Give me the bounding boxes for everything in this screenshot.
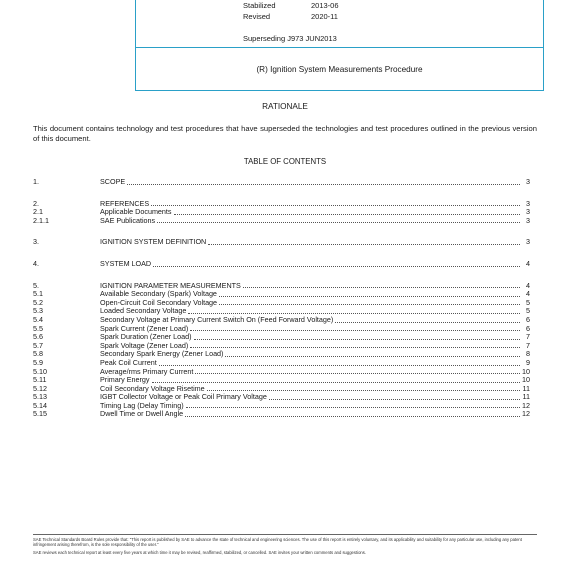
toc-entry-page: 10 bbox=[522, 366, 530, 376]
stabilized-label: Stabilized bbox=[243, 1, 276, 10]
toc-leader bbox=[335, 322, 520, 323]
toc-entry-page: 3 bbox=[526, 215, 530, 225]
rationale-heading: RATIONALE bbox=[262, 102, 308, 111]
toc-leader bbox=[225, 356, 520, 357]
toc-leader bbox=[174, 214, 520, 215]
toc-entry-page: 7 bbox=[526, 340, 530, 350]
toc-entry-page: 3 bbox=[526, 198, 530, 208]
toc-entry-title: REFERENCES bbox=[100, 198, 150, 208]
toc-entry-page: 12 bbox=[522, 400, 530, 410]
toc-leader bbox=[159, 365, 520, 366]
toc-entry[interactable] bbox=[33, 410, 530, 419]
toc-entry-number: 5.9 bbox=[33, 357, 43, 367]
toc-entry-title: IGNITION PARAMETER MEASUREMENTS bbox=[100, 280, 241, 290]
toc-entry-page: 4 bbox=[526, 258, 530, 268]
toc-leader bbox=[186, 407, 520, 408]
toc-entry-title: Open-Circuit Coil Secondary Voltage bbox=[100, 297, 218, 307]
toc-entry-number: 5.6 bbox=[33, 332, 43, 342]
toc-entry-number: 5.13 bbox=[33, 392, 47, 402]
toc-heading: TABLE OF CONTENTS bbox=[243, 157, 327, 166]
toc-entry-number: 1. bbox=[33, 177, 39, 186]
toc-entry-number: 5.5 bbox=[33, 323, 43, 333]
toc-entry-number: 5.4 bbox=[33, 314, 43, 324]
toc-entry-title: Loaded Secondary Voltage bbox=[100, 306, 187, 316]
stabilized-row bbox=[243, 0, 339, 11]
revised-date: 2020-11 bbox=[311, 12, 338, 21]
toc-entry-title: Timing Lag (Delay Timing) bbox=[100, 400, 184, 410]
toc-entry-number: 5. bbox=[33, 280, 39, 290]
toc-entry-page: 5 bbox=[526, 306, 530, 316]
footer-rules-text: SAE Technical Standards Board Rules provide that: "This report is published by SAE to advance the state of technical and engineering sciences. The use of this report is entirely voluntary, and its applicability and suitability for any particular use, including any patent infringement arising therefrom, is the sole responsibility of the user." bbox=[33, 537, 522, 548]
toc-leader bbox=[195, 373, 520, 374]
toc-entry-number: 5.10 bbox=[33, 366, 47, 376]
toc-entry-title: Spark Voltage (Zener Load) bbox=[100, 340, 189, 350]
toc-entry-title: Spark Current (Zener Load) bbox=[100, 323, 189, 333]
toc-entry-title: Spark Duration (Zener Load) bbox=[100, 332, 192, 342]
toc-entry-number: 5.7 bbox=[33, 340, 43, 350]
footer-review-text: SAE reviews each technical report at least every five years at which time it may be revised, reaffirmed, stabilized, or cancelled. SAE invites your written comments and suggestions. bbox=[33, 549, 366, 555]
toc-entry-number: 5.2 bbox=[33, 297, 43, 307]
toc-entry-page: 3 bbox=[526, 237, 530, 247]
toc-entry-page: 3 bbox=[526, 177, 530, 186]
stabilized-date: 2013-06 bbox=[311, 1, 339, 10]
toc-entry-title: Secondary Spark Energy (Zener Load) bbox=[100, 349, 224, 359]
toc-leader bbox=[188, 313, 520, 314]
toc-entry[interactable] bbox=[33, 178, 530, 187]
footer-divider bbox=[33, 534, 537, 535]
toc-leader bbox=[243, 287, 520, 288]
toc-entry-page: 9 bbox=[526, 357, 530, 367]
revised-label: Revised bbox=[243, 12, 271, 21]
toc-entry-page: 11 bbox=[522, 383, 530, 393]
toc-entry-title: SYSTEM LOAD bbox=[100, 258, 152, 268]
toc-leader bbox=[190, 347, 520, 348]
toc-entry-title: Peak Coil Current bbox=[100, 357, 157, 367]
toc-leader bbox=[153, 266, 520, 267]
toc-entry-title: Applicable Documents bbox=[100, 207, 172, 217]
toc-entry-title: Average/rms Primary Current bbox=[100, 366, 194, 376]
toc-entry-number: 5.1 bbox=[33, 289, 43, 299]
toc-leader bbox=[207, 390, 520, 391]
toc-entry[interactable] bbox=[33, 217, 530, 226]
document-title: (R) Ignition System Measurements Procedure bbox=[256, 64, 423, 74]
toc-entry-number: 5.11 bbox=[33, 375, 47, 385]
toc-entry-number: 4. bbox=[33, 258, 39, 268]
toc-leader bbox=[151, 205, 520, 206]
toc-entry-title: IGNITION SYSTEM DEFINITION bbox=[100, 237, 207, 247]
toc-entry-title: SCOPE bbox=[100, 177, 126, 186]
toc-entry-title: Available Secondary (Spark) Voltage bbox=[100, 289, 217, 299]
toc-leader bbox=[194, 339, 521, 340]
toc-leader bbox=[269, 399, 520, 400]
toc-leader bbox=[219, 296, 520, 297]
toc-entry-title: Secondary Voltage at Primary Current Switch On (Feed Forward Voltage) bbox=[100, 314, 334, 324]
toc-entry-page: 6 bbox=[526, 323, 530, 333]
toc-leader bbox=[127, 184, 520, 185]
toc-entry-number: 5.15 bbox=[33, 409, 47, 419]
toc-entry-page: 12 bbox=[522, 409, 530, 419]
toc-entry-number: 2. bbox=[33, 198, 39, 208]
toc-entry-number: 5.14 bbox=[33, 400, 47, 410]
toc-entry-page: 10 bbox=[522, 375, 530, 385]
toc-leader bbox=[219, 304, 520, 305]
toc-entry-number: 5.12 bbox=[33, 383, 47, 393]
toc-entry-page: 5 bbox=[526, 297, 530, 307]
rationale-text: This document contains technology and test procedures that have superseded the technologies and test procedures outlined in the previous version of this document. bbox=[33, 124, 537, 143]
footer-notice bbox=[33, 537, 537, 557]
toc-leader bbox=[157, 222, 520, 223]
toc-entry-page: 3 bbox=[526, 207, 530, 217]
superseding-note: Superseding J973 JUN2013 bbox=[243, 34, 337, 43]
toc-entry-page: 11 bbox=[522, 392, 530, 402]
header-metadata-box bbox=[135, 0, 544, 48]
toc-entry-title: Dwell Time or Dwell Angle bbox=[100, 409, 184, 419]
toc-entry-number: 5.8 bbox=[33, 349, 43, 359]
toc-entry[interactable] bbox=[33, 238, 530, 247]
toc-leader bbox=[152, 382, 520, 383]
toc-entry-title: Primary Energy bbox=[100, 375, 150, 385]
toc-entry-page: 6 bbox=[526, 314, 530, 324]
document-status bbox=[243, 0, 339, 22]
toc-entry-title: Coil Secondary Voltage Risetime bbox=[100, 383, 205, 393]
toc-entry-page: 4 bbox=[526, 289, 530, 299]
toc-entry-title: IGBT Collector Voltage or Peak Coil Primary Voltage bbox=[100, 392, 267, 402]
revised-row bbox=[243, 11, 339, 22]
toc-leader bbox=[185, 416, 520, 417]
document-title-box bbox=[135, 48, 544, 91]
toc-leader bbox=[208, 244, 520, 245]
toc-entry-number: 5.3 bbox=[33, 306, 43, 316]
toc-entry-page: 7 bbox=[526, 332, 530, 342]
table-of-contents bbox=[33, 178, 530, 419]
toc-entry-page: 8 bbox=[526, 349, 530, 359]
toc-entry-title: SAE Publications bbox=[100, 215, 156, 225]
toc-entry-number: 2.1.1 bbox=[33, 215, 49, 225]
toc-leader bbox=[190, 330, 520, 331]
toc-entry-number: 2.1 bbox=[33, 207, 43, 217]
toc-entry-page: 4 bbox=[526, 280, 530, 290]
toc-entry[interactable] bbox=[33, 260, 530, 269]
toc-entry-number: 3. bbox=[33, 237, 39, 247]
